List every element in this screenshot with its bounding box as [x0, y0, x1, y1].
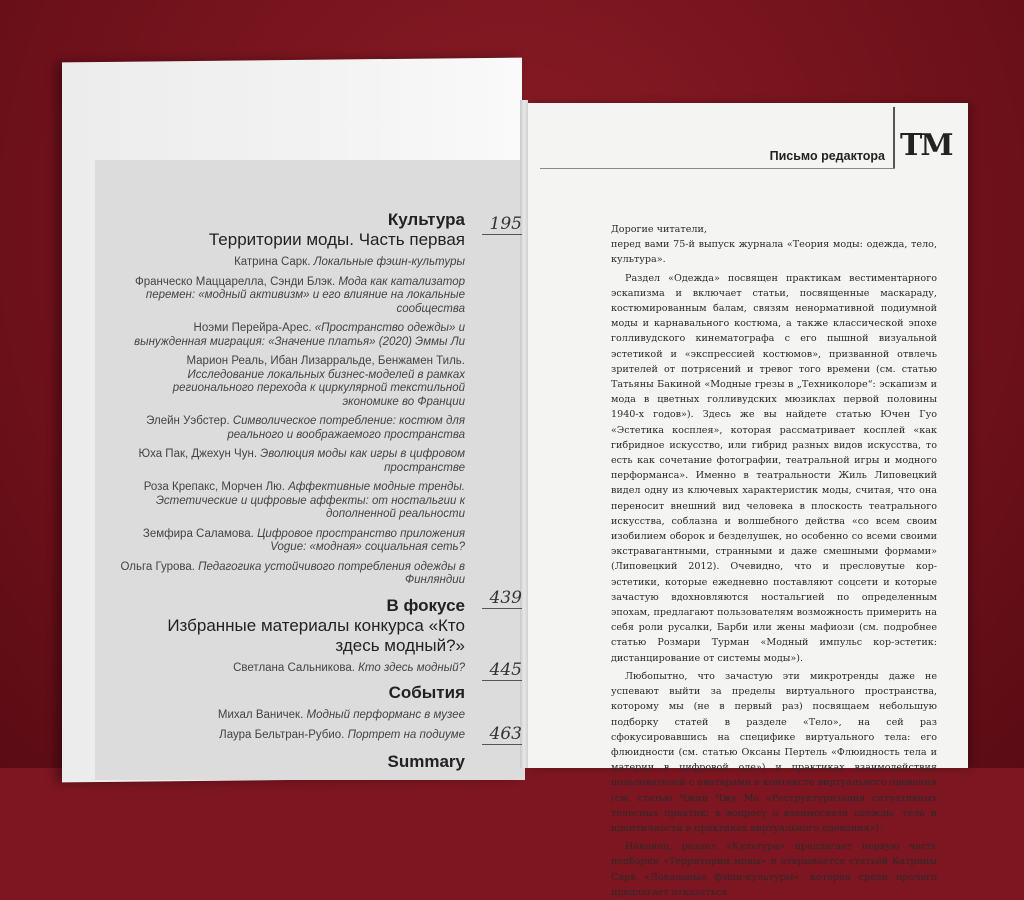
toc-entry-author: Светлана Сальникова.: [233, 661, 355, 674]
toc-entry-title: Символическое потребление: костюм для реального и воображаемого пространства: [227, 415, 465, 441]
paragraph: Наконец, раздел «Культура» предлагает первую часть подборки «Территории моды» и открывается статьей Катрины Сарк «Локальные фэшн-культуры», которая среди прочего предлагает отказаться: [611, 841, 937, 898]
toc-entry-title: Эволюция моды как игры в цифровом пространстве: [260, 448, 465, 474]
toc-entry-title: Локальные фэшн-культуры: [313, 256, 465, 268]
section-label-events: События: [388, 683, 465, 702]
toc-entry-title: Модный перформанс в музее: [306, 709, 465, 721]
journal-logo: ТМ: [900, 128, 952, 163]
toc-entry-title: Мода как катализатор перемен: «модный активизм» и его влияние на локальные сообщества: [145, 275, 465, 315]
toc-entry: [120, 729, 465, 743]
page-number-culture: 195: [482, 214, 522, 235]
toc-entry: [120, 448, 465, 475]
greeting: Дорогие читатели,: [611, 224, 707, 235]
section-title-culture: Территории моды. Часть первая: [208, 230, 465, 249]
toc-entry-title: Педагогика устойчивого потребления одежды в Финляндии: [198, 560, 465, 586]
toc-entry-author: Элейн Уэбстер.: [146, 415, 230, 427]
section-label-culture: Культура: [387, 210, 465, 229]
page-number-events: 445: [482, 660, 522, 681]
toc-entry-author: Земфира Саламова.: [142, 527, 254, 540]
toc-entry-title: Кто здесь модный?: [358, 661, 465, 674]
toc-entry-author: Лаура Бельтран-Рубио.: [219, 728, 345, 741]
header-rule: [540, 168, 895, 169]
toc-entry-author: Ольга Гурова.: [120, 560, 195, 573]
toc-entry: [120, 355, 465, 409]
paragraph: Раздел «Одежда» посвящен практикам вестиментарного эскапизма и включает статьи, посвященные маскараду, костюмированным балам, связям ненормативной подиумной моды и карнавального костюма, а также классической эпохе голливудского кинематографа с его пышной визуальной эстетикой и «экспрессией костюмов», призванной отвлечь зрителей от потрясений и тревог того времени (см. статью Татьяны Бакиной «Модные грезы в „Техниколоре“: эскапизм и мода в цветных голливудских мюзиклах первой половины 1940-х годов»). Здесь же вы найдете статью Ючен Гуо «Эстетика косплея», которая рассматривает косплей «как гибридное искусство, или гибрид разных видов искусства, то есть как сочетание фотографии, театральной игры и модного перформанса». Именно в театральности Жиль Липовецкий видел одну из ключевых характеристик моды, считая, что она переносит внешний вид человека в плоскость театрального искусства, соблазна и волшебного действа «со всем своим изобилием оборок и безделушек, но особенно со всеми своими экстравагантными, странными и даже смешными формами» (Липовецкий 2012). Очевидно, что и пресловутые кор-эстетики, которые ежедневно поставляют соцсети и которые зачастую вдохновляются ностальгией по определенным эпохам, предлагают пользователям возможность примерить на себя роли русалки, Барби или жены мафиози (см. подробнее статью Розмари Турман «Модный импульс кор-эстетик: дистанцирование от системы моды»).: [611, 272, 937, 664]
toc-entry-author: Ноэми Перейра-Арес.: [193, 322, 312, 334]
toc-entry: [120, 322, 465, 349]
toc-entry: [120, 256, 465, 270]
toc-entry-title: Исследование локальных бизнес-моделей в рамках регионального перехода к циркулярной текстильной экономике во Франции: [172, 368, 465, 408]
editorial-letter: [611, 222, 937, 900]
section-title-focus: Избранные материалы конкурса «Кто здесь модный?»: [167, 615, 465, 655]
page-number-summary: 463: [482, 724, 522, 745]
toc-entry-author: Юха Пак, Джехун Чун.: [138, 448, 258, 460]
toc-entry-title: Аффективные модные тренды. Эстетические и цифровые аффекты: от ностальгии к дополненной реальности: [155, 481, 465, 520]
paragraph: Любопытно, что зачастую эти микротренды даже не успевают выйти за пределы виртуального пространства, которому мы (не в первый раз) посвящаем небольшую подборку статей в разделе «Тело», на сей раз сфокусировавшись на специфике виртуального тела: его флюидности (см. статью Оксаны Пертель «Флюидность тела и материи в цифровой оде») и практиках взаимодействия пользователей с аватарами в контексте виртуального одевания (см. статью Чжин Чжу Ма «Реструктуризация ситуативных телесных практик: к вопросу о взаимосвязи одежды, тела и идентичности в практиках виртуального одевания»).: [611, 670, 937, 834]
section-label-summary: Summary: [387, 752, 465, 771]
toc-entry: [120, 481, 465, 522]
toc-entry: [120, 709, 465, 723]
toc-entry: [120, 662, 465, 676]
toc-entry-title: «Пространство одежды» и вынужденная миграция: «Значение платья» (2020) Эммы Ли: [134, 322, 465, 348]
table-of-contents: [120, 210, 465, 772]
toc-entry: [120, 276, 465, 317]
toc-entry-author: Михал Ваничек.: [217, 709, 304, 721]
toc-entry-title: Портрет на подиуме: [347, 728, 465, 741]
toc-entry-title: Цифровое пространство приложения Vogue: «модная» социальная сеть?: [257, 527, 465, 553]
toc-entry-author: Роза Крепакс, Морчен Лю.: [143, 481, 285, 493]
toc-entry-author: Франческо Маццарелла, Сэнди Блэк.: [135, 275, 336, 288]
toc-entry-author: Катрина Сарк.: [234, 256, 311, 268]
toc-entry: [120, 528, 465, 555]
section-label-focus: В фокусе: [386, 595, 465, 615]
page-header-title: Письмо редактора: [769, 149, 885, 163]
page-number-focus: 439: [482, 588, 522, 609]
header-divider: [893, 107, 895, 169]
toc-entry: [120, 415, 465, 442]
intro-line: перед вами 75-й выпуск журнала «Теория моды: одежда, тело, культура».: [611, 239, 937, 266]
toc-entry-author: Марион Реаль, Ибан Лизарральде, Бенжамен Тиль.: [186, 355, 465, 367]
toc-entry: [120, 561, 465, 588]
